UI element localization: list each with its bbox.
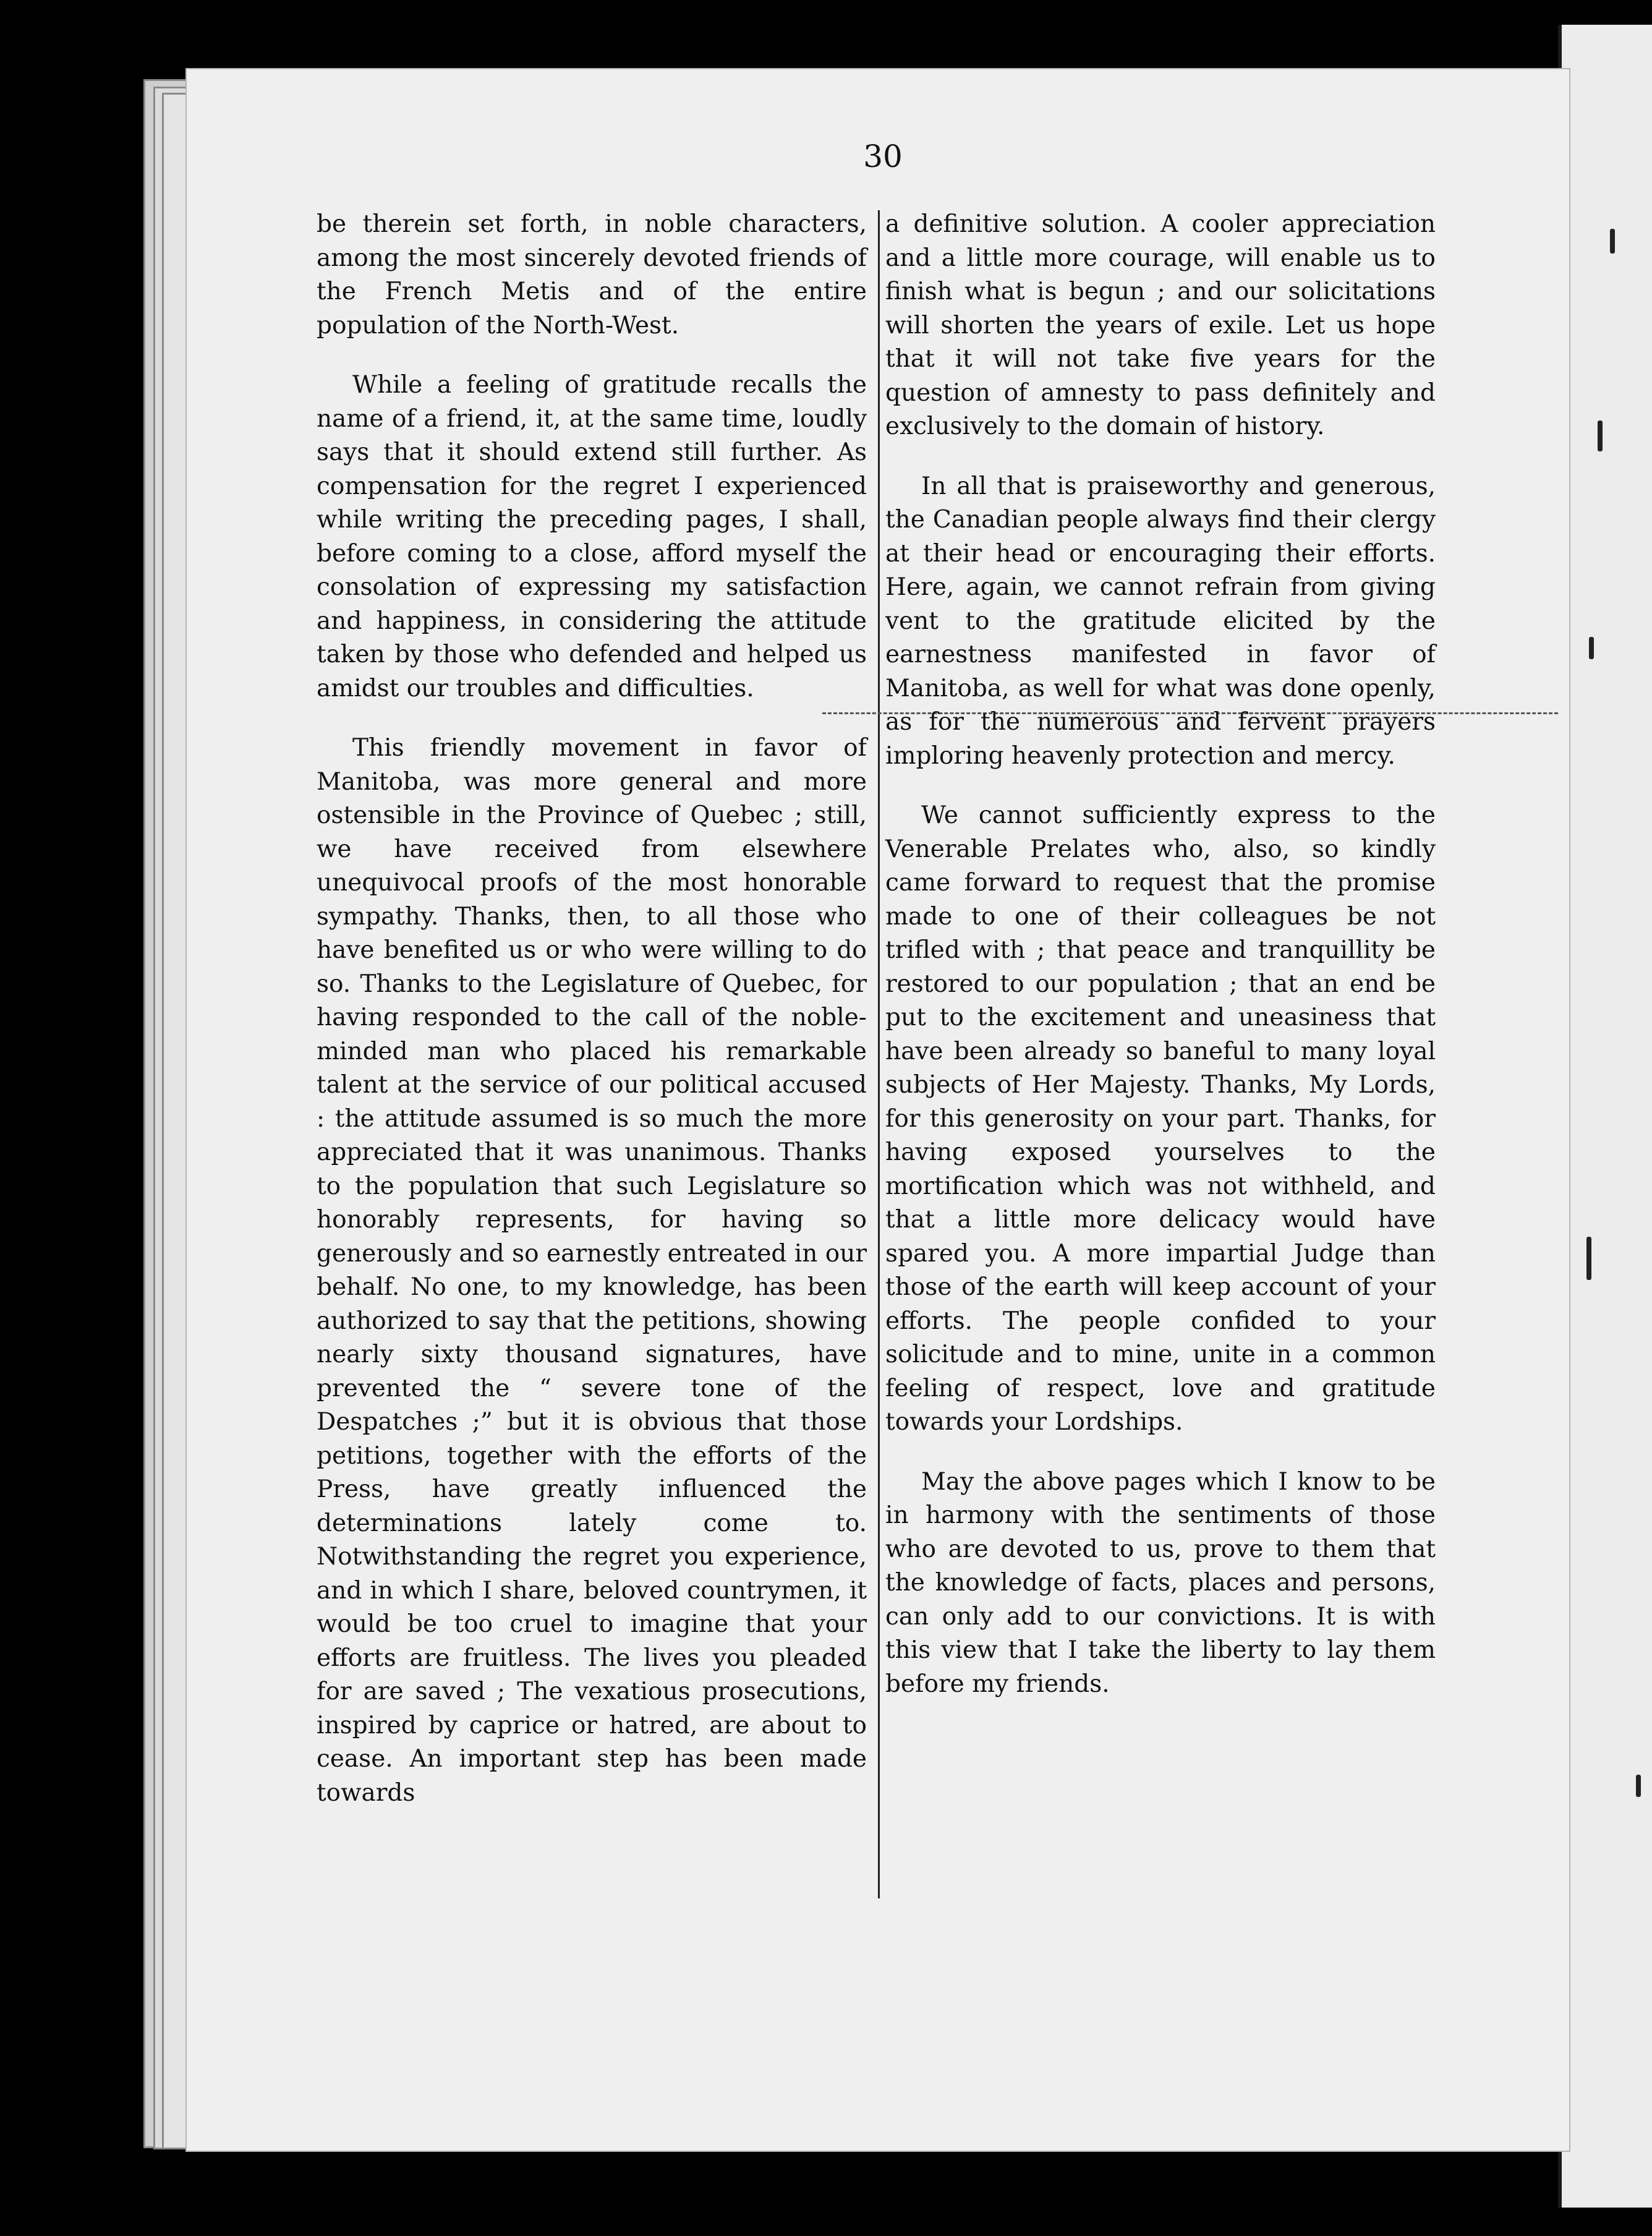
page-number: 30: [863, 139, 903, 174]
left-column: [317, 208, 867, 1836]
column-divider: [878, 210, 880, 1898]
paragraph: In all that is praiseworthy and generous, the Canadian people always find their clergy at their head or encouraging their efforts. Here, again, we cannot refrain from giving vent to the gratitude elicited by the earnestness manifested in favor of Manitoba, as well for what was done openly, as for the numerous and fervent prayers imploring heavenly protection and mercy.: [885, 472, 1436, 770]
ink-mark: [1589, 637, 1594, 659]
ink-mark: [1636, 1775, 1641, 1797]
paragraph: We cannot sufficiently express to the Venerable Prelates who, also, so kindly came forward to request that the promise made to one of their colleagues be not trifled with ; that peace and tranquillity be restored to our population ; that an end be put to the excitement and uneasiness that have been already so baneful to many loyal subjects of Her Majesty. Thanks, My Lords, for this generosity on your part. Thanks, for having exposed yourselves to the mortification which was not withheld, and that a little more delicacy would have spared you. A more impartial Judge than those of the earth will keep account of your efforts. The people confided to your solicitude and to mine, unite in a common feeling of respect, love and gratitude towards your Lordships.: [885, 801, 1436, 1436]
paragraph: be therein set forth, in noble characters, among the most sincerely devoted friends of the French Metis and of the entire population of the North-West.: [317, 210, 867, 339]
ink-mark: [1598, 420, 1603, 451]
ink-mark: [1586, 1237, 1591, 1280]
paragraph: May the above pages which I know to be in harmony with the sentiments of those who are devoted to us, prove to them that the knowledge of facts, places and persons, can only add to our convictions. It is with this view that I take the liberty to lay them before my friends.: [885, 1467, 1436, 1698]
paragraph: While a feeling of gratitude recalls the name of a friend, it, at the same time, loudly says that it should extend still further. As compensation for the regret I experienced while writing the preceding pages, I shall, before coming to a close, afford myself the consolation of expressing my satisfaction and happiness, in considering the attitude taken by those who defended and helped us amidst our troubles and difficulties.: [317, 371, 867, 702]
right-column: [885, 208, 1436, 1727]
paragraph: a definitive solution. A cooler appreciation and a little more courage, will enable us to finish what is begun ; and our solicitations will shorten the years of exile. Let us hope that it will not take five years for the question of amnesty to pass definitely and exclusively to the domain of history.: [885, 210, 1436, 440]
ink-mark: [1610, 229, 1615, 254]
paragraph: This friendly movement in favor of Manitoba, was more general and more ostensible in the Province of Quebec ; still, we have received from elsewhere unequivocal proofs of the most honorable sympathy. Thanks, then, to all those who have benefited us or who were willing to do so. Thanks to the Legislature of Quebec, for having responded to the call of the noble-minded man who placed his remarkable talent at the service of our political accused : the attitude assumed is so much the more appreciated that it was unanimous. Thanks to the population that such Legislature so honorably represents, for having so generously and so earnestly entreated in our behalf. No one, to my knowledge, has been authorized to say that the petitions, showing nearly sixty thousand signatures, have prevented the “ severe tone of the Despatches ;” but it is obvious that those petitions, together with the efforts of the Press, have greatly influenced the determinations lately come to. Notwithstanding the regret you experience, and in which I share, beloved countrymen, it would be too cruel to imagine that your efforts are fruitless. The lives you pleaded for are saved ; The vexatious prosecutions, inspired by caprice or hatred, are about to cease. An important step has been made towards: [317, 734, 867, 1807]
facing-page-edge: [1558, 25, 1652, 2208]
